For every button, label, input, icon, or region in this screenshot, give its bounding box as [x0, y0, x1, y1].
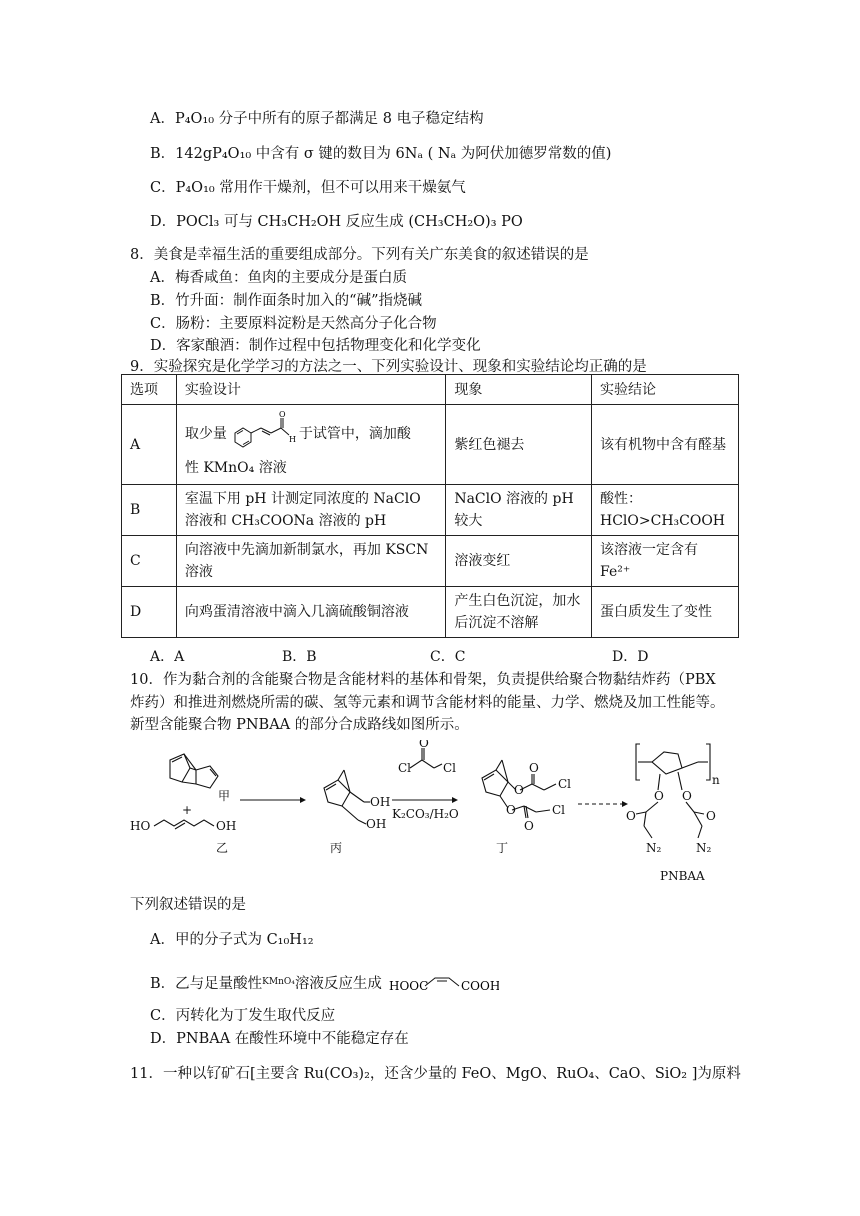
label-n: n — [712, 773, 720, 787]
header-option: 选项 — [122, 375, 177, 405]
design-text: 于试管中，滴加酸 — [298, 425, 411, 442]
label-cl: Cl — [443, 761, 457, 775]
q10-option-d: D．PNBAA 在酸性环境中不能稳定存在 — [150, 1031, 409, 1047]
row-design: 向溶液中先滴加新制氯水，再加 KSCN 溶液 — [176, 536, 445, 587]
q10-stem-line2: 炸药）和推进剂燃烧所需的碳、氢等元素和调节含能材料的能量、力学、燃烧及加工性能等。 — [130, 695, 725, 711]
row-design — [176, 405, 445, 485]
compound-bing — [324, 770, 370, 824]
label-cooh: COOH — [460, 979, 499, 993]
q10-question: 下列叙述错误的是 — [130, 897, 246, 913]
label-oh: OH — [216, 819, 237, 833]
compound-jia — [170, 754, 218, 788]
row-conclusion: 酸性：HClO>CH₃COOH — [592, 485, 739, 536]
header-conclusion: 实验结论 — [592, 375, 739, 405]
label-yi: 乙 — [216, 841, 229, 855]
label-o: O — [706, 809, 716, 823]
header-phenomenon: 现象 — [446, 375, 592, 405]
svg-text:H: H — [288, 434, 296, 444]
option-text: KMnO₄ — [262, 977, 295, 987]
table-row — [122, 587, 739, 638]
table-header-row — [122, 375, 739, 405]
cinnamaldehyde-structure — [227, 411, 299, 457]
label-ding: 丁 — [496, 841, 509, 855]
q7-option-c: C．P₄O₁₀ 常用作干燥剂，但不可以用来干燥氨气 — [150, 180, 466, 196]
q10-option-c: C．丙转化为丁发生取代反应 — [150, 1008, 336, 1024]
label-n2: N₂ — [646, 841, 662, 855]
label-o: O — [654, 789, 664, 803]
q8-option-a: A．梅香咸鱼：鱼肉的主要成分是蛋白质 — [150, 270, 407, 286]
table-row — [122, 536, 739, 587]
chloroacetyl-chloride — [410, 748, 442, 768]
q10-option-a: A．甲的分子式为 C₁₀H₁₂ — [150, 932, 314, 948]
option-text: 溶液反应生成 — [294, 976, 382, 992]
label-cl: Cl — [558, 777, 572, 791]
q8-option-d: D．客家酿酒：制作过程中包括物理变化和化学变化 — [150, 338, 481, 354]
row-conclusion: 该有机物中含有醛基 — [592, 405, 739, 485]
row-option: D — [122, 587, 177, 638]
row-design: 向鸡蛋清溶液中滴入几滴硫酸铜溶液 — [176, 587, 445, 638]
row-phenomenon: 溶液变红 — [446, 536, 592, 587]
row-conclusion: 蛋白质发生了变性 — [592, 587, 739, 638]
label-pnbaa: PNBAA — [660, 869, 705, 883]
row-design: 室温下用 pH 计测定同浓度的 NaClO 溶液和 CH₃COONa 溶液的 pH — [176, 485, 445, 536]
label-o: O — [506, 803, 516, 817]
q9-answer-b: B．B — [282, 649, 317, 665]
q7-option-b: B．142gP₄O₁₀ 中含有 σ 键的数目为 6Nₐ ( Nₐ 为阿伏加德罗常数的值) — [150, 146, 612, 162]
design-text: 性 KMnO₄ 溶液 — [184, 459, 287, 476]
experiment-table — [121, 374, 739, 638]
label-jia: 甲 — [218, 789, 231, 803]
label-o: O — [682, 789, 692, 803]
plus-sign: + — [182, 803, 193, 817]
q7-option-d: D．POCl₃ 可与 CH₃CH₂OH 反应生成 (CH₃CH₂O)₃ PO — [150, 214, 523, 230]
synthesis-route-diagram — [130, 740, 730, 890]
q10-option-b — [150, 970, 499, 996]
table-row — [122, 405, 739, 485]
label-bing: 丙 — [330, 841, 343, 855]
compound-pnbaa — [636, 744, 710, 838]
label-o: O — [524, 819, 534, 833]
label-oh: OH — [370, 795, 391, 809]
row-conclusion: 该溶液一定含有 Fe²⁺ — [592, 536, 739, 587]
q10-stem-line3: 新型含能聚合物 PNBAA 的部分合成路线如图所示。 — [130, 717, 469, 733]
compound-yi — [154, 820, 214, 829]
label-n2: N₂ — [696, 841, 712, 855]
q10-stem-line1: 10．作为黏合剂的含能聚合物是含能材料的基体和骨架，负责提供给聚合物黏结炸药（PBX — [130, 672, 716, 688]
q9-answer-a: A．A — [150, 649, 185, 665]
header-design: 实验设计 — [176, 375, 445, 405]
q9-answer-c: C．C — [430, 649, 466, 665]
row-option: C — [122, 536, 177, 587]
label-o: O — [514, 783, 524, 797]
q9-answer-d: D．D — [612, 649, 649, 665]
label-o: O — [626, 809, 636, 823]
table-row — [122, 485, 739, 536]
design-text: 取少量 — [184, 425, 227, 442]
q7-option-a: A．P₄O₁₀ 分子中所有的原子都满足 8 电子稳定结构 — [150, 111, 484, 127]
reagent-label: K₂CO₃/H₂O — [392, 807, 459, 821]
label-cl: Cl — [398, 761, 412, 775]
q8-option-b: B．竹升面：制作面条时加入的“碱”指烧碱 — [150, 293, 422, 309]
label-ho: HO — [130, 819, 151, 833]
q11-stem: 11．一种以钌矿石[主要含 Ru(CO₃)₂，还含少量的 FeO、MgO、RuO₄、CaO、SiO₂ ]为原料 — [130, 1066, 741, 1082]
row-option: B — [122, 485, 177, 536]
option-text: B．乙与足量酸性 — [150, 976, 263, 992]
row-phenomenon: 紫红色褪去 — [446, 405, 592, 485]
row-option: A — [122, 405, 177, 485]
q9-stem: 9．实验探究是化学学习的方法之一、下列实验设计、现象和实验结论均正确的是 — [130, 359, 647, 375]
label-cl: Cl — [552, 803, 566, 817]
q8-option-c: C．肠粉：主要原料淀粉是天然高分子化合物 — [150, 316, 437, 332]
label-hooc: HOOC — [388, 979, 428, 993]
label-oh: OH — [366, 817, 387, 831]
label-o: O — [529, 761, 539, 775]
q8-stem: 8．美食是幸福生活的重要组成部分。下列有关广东美食的叙述错误的是 — [130, 247, 589, 263]
svg-text:O: O — [278, 410, 286, 419]
maleic-acid-structure — [387, 970, 499, 996]
row-phenomenon: NaClO 溶液的 pH 较大 — [446, 485, 592, 536]
row-phenomenon: 产生白色沉淀，加水后沉淀不溶解 — [446, 587, 592, 638]
label-o: O — [419, 740, 429, 750]
